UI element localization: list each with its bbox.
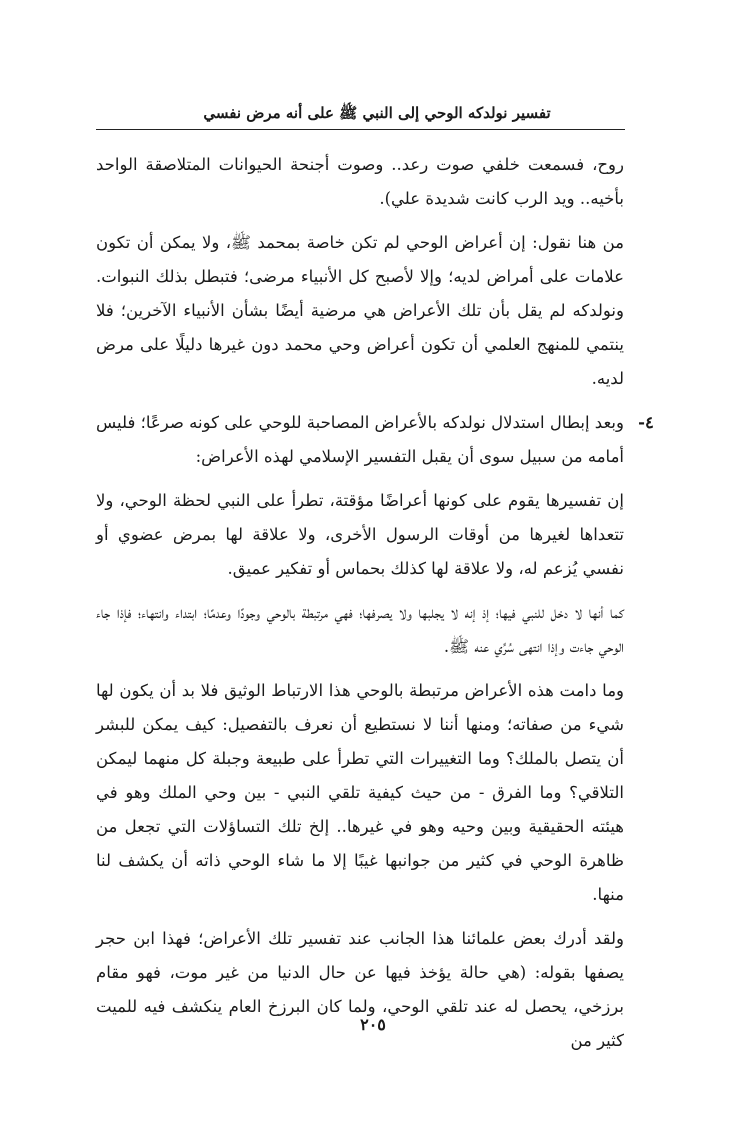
- item-intro-paragraph: وبعد إبطال استدلال نولدكه بالأعراض المصاحبة للوحي على كونه صرعًا؛ فليس أمامه من سبيل سوى أن يقبل التفسير الإسلامي لهذه الأعراض:: [96, 413, 624, 466]
- page-body: [96, 148, 654, 1068]
- header-divider: [96, 129, 625, 130]
- item-number: ٤-: [638, 413, 654, 432]
- running-header-title: تفسير نولدكه الوحي إلى النبي ﷺ على أنه مرض نفسي: [203, 104, 551, 122]
- numbered-item-4: [96, 406, 654, 474]
- page-number: ٢٠٥: [360, 1015, 386, 1034]
- paragraph-interpretation: إن تفسيرها يقوم على كونها أعراضًا مؤقتة، تطرأ على النبي لحظة الوحي، ولا تتعداها لغيرها من أوقات الرسول الأخرى، ولا علاقة لها بمرض عضوي أو نفسي يُزعم له، ولا علاقة لها كذلك بحماس أو تفكير عميق.: [96, 491, 624, 578]
- paragraph-unseen: وما دامت هذه الأعراض مرتبطة بالوحي هذا الارتباط الوثيق فلا بد أن يكون لها شيء من صفاته؛ ومنها أننا لا نستطيع أن نعرف بالتفصيل: كيف يمكن للبشر أن يتصل بالملك؟ وما التغييرات التي تطرأ على طبيعة وجبلة كل منهما ليمكن التلاقي؟ وما الفرق - من حيث كيفية تلقي النبي - بين وحي الملك وهو في هيئته الحقيقية وبين وحيه وهو في غيرها.. إلخ تلك التساؤلات التي تجعل من ظاهرة الوحي في كثير من جوانبها غيبًا إلا ما شاء الوحي ذاته أن يكشف لنا منها.: [96, 681, 624, 904]
- paragraph-continuation: روح، فسمعت خلفي صوت رعد.. وصوت أجنحة الحيوانات المتلاصقة الواحد بأخيه.. ويد الرب كانت شديدة علي).: [96, 155, 624, 208]
- paragraph-argument: من هنا نقول: إن أعراض الوحي لم تكن خاصة بمحمد ﷺ، ولا يمكن أن تكون علامات على أمراض لديه؛ وإلا لأصبح كل الأنبياء مرضى؛ فتبطل بذلك النبوات. ونولدكه لم يقل بأن تلك الأعراض هي مرضية أيضًا بشأن الأنبياء الآخرين؛ فلا ينتمي للمنهج العلمي أن تكون أعراض وحي محمد دون غيرها دليلًا على مرض لديه.: [96, 233, 624, 388]
- paragraph-ibn-hajar: ولقد أدرك بعض علمائنا هذا الجانب عند تفسير تلك الأعراض؛ فهذا ابن حجر يصفها بقوله: (هي حالة يؤخذ فيها عن حال الدنيا من غير موت، فهو مقام برزخي، يحصل له عند تلقي الوحي، ولما كان البرزخ العام ينكشف فيه للميت كثير من: [96, 929, 624, 1050]
- paragraph-control: كما أنها لا دخل للنبي فيها؛ إذ إنه لا يجلبها ولا يصرفها؛ فهي مرتبطة بالوحي وجودًا وعدمًا؛ ابتداء وانتهاء؛ فإذا جاء الوحي جاءت وإذا انتهى سُرِّي عنه ﷺ.: [96, 603, 624, 656]
